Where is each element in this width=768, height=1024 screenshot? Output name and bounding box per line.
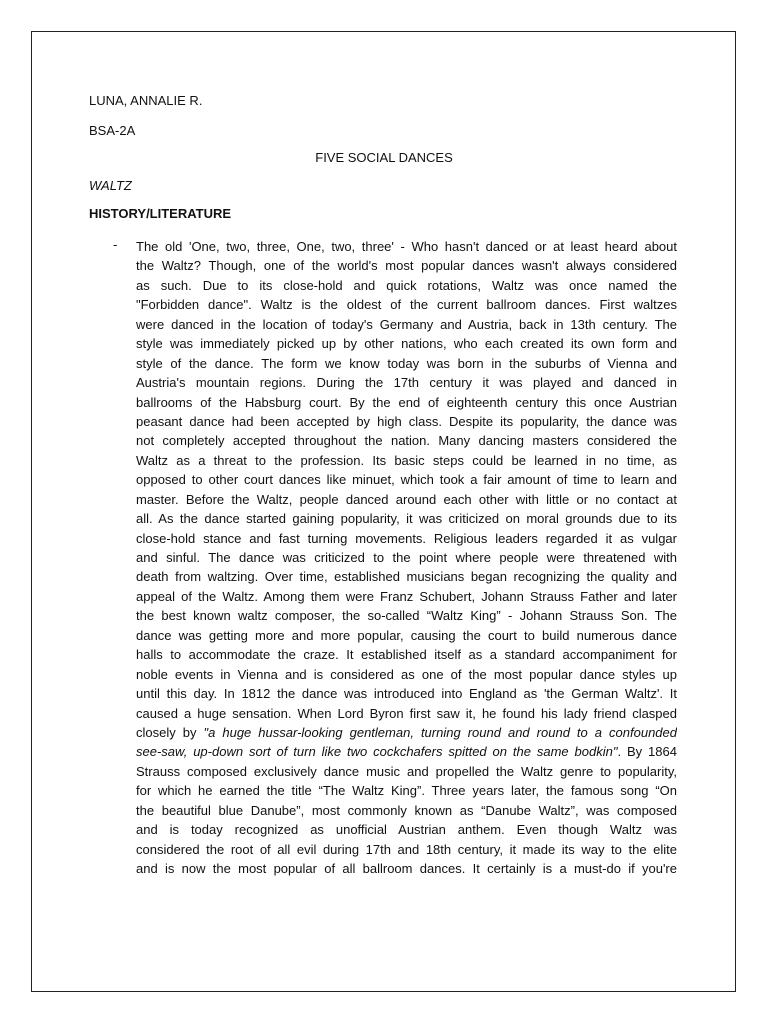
paragraph-line: considered the root of all evil during 17th and 18th century, it made its way to the elite xyxy=(136,841,677,857)
paragraph-line: and sinful. The dance was criticized to the point where people were threatened with xyxy=(136,550,677,565)
paragraph-line: as such. Due to its close-hold and quick rotations, Waltz was once named the xyxy=(136,277,677,293)
byron-quote-part1: "a huge hussar-looking gentleman, turning round and round to a confounded xyxy=(203,724,677,740)
paragraph-line: peasant dance had been accepted by high class. Despite its popularity, the dance was xyxy=(136,413,677,429)
quote-lead-in: closely by xyxy=(136,724,204,740)
list-bullet: - xyxy=(113,237,118,252)
paragraph-line: caused a huge sensation. When Lord Byron first saw it, he found his lady friend clasped xyxy=(136,705,677,721)
paragraph-line: The old 'One, two, three, One, two, three' - Who hasn't danced or at least heard about xyxy=(136,239,677,254)
paragraph-line: all. As the dance started gaining popularity, it was criticized on moral grounds due to its xyxy=(136,511,677,527)
paragraph-line: until this day. In 1812 the dance was introduced into England as 'the German Waltz'. It xyxy=(136,686,677,702)
paragraph-line-with-quote xyxy=(136,742,677,761)
paragraph-line: the beautiful blue Danube”, most commonly known as “Danube Waltz”, was composed xyxy=(136,802,677,818)
class-section: BSA-2A xyxy=(89,123,136,138)
paragraph-line: the Waltz? Though, one of the world's most popular dances wasn't always considered xyxy=(136,258,677,274)
byron-quote-part2: see-saw, up-down sort of turn like two cockchafers spitted on the same bodkin" xyxy=(136,744,618,760)
paragraph-line: close-hold stance and fast turning movements. Religious leaders regarded it as vulgar xyxy=(136,530,677,546)
paragraph-line: ballrooms of the Habsburg court. By the end of eighteenth century this once Austrian xyxy=(136,394,677,410)
paragraph-line: and is now the most popular of all ballroom dances. It certainly is a must-do if you're xyxy=(136,861,677,876)
paragraph-line: opposed to other court dances like minuet, which took a fair amount of time to learn and xyxy=(136,472,677,488)
dance-name: WALTZ xyxy=(89,178,132,193)
paragraph-line: halls to accommodate the craze. It established itself as a standard accompaniment for xyxy=(136,647,677,663)
paragraph-line: for which he earned the title “The Waltz King”. Three years later, the famous song “On xyxy=(136,783,677,799)
paragraph-line: master. Before the Waltz, people danced around each other with little or no contact at xyxy=(136,491,677,507)
history-paragraph xyxy=(136,237,677,878)
paragraph-line: not completely accepted throughout the nation. Many dancing masters considered the xyxy=(136,433,677,449)
paragraph-line: style of the dance. The form we know today was born in the suburbs of Vienna and xyxy=(136,355,677,371)
paragraph-line: Waltz as a threat to the profession. Its basic steps could be learned in no time, as xyxy=(136,452,677,468)
paragraph-line: Austria's mountain regions. During the 17th century it was played and danced in xyxy=(136,375,677,391)
paragraph-line: death from waltzing. Over time, established musicians began recognizing the quality and xyxy=(136,569,677,585)
paragraph-line-with-quote xyxy=(136,723,677,742)
paragraph-line: were danced in the location of today's Germany and Austria, back in 13th century. The xyxy=(136,316,677,332)
paragraph-line: noble events in Vienna and is considered as one of the most popular dance styles up xyxy=(136,666,677,682)
author-name: LUNA, ANNALIE R. xyxy=(89,93,203,108)
document-title: FIVE SOCIAL DANCES xyxy=(315,150,453,165)
paragraph-line: and is today recognized as unofficial Austrian anthem. Even though Waltz was xyxy=(136,822,677,838)
paragraph-line: appeal of the Waltz. Among them were Franz Schubert, Johann Strauss Father and later xyxy=(136,588,677,604)
section-heading: HISTORY/LITERATURE xyxy=(89,206,232,221)
paragraph-line: the best known waltz composer, the so-called “Waltz King” - Johann Strauss Son. The xyxy=(136,608,677,624)
quote-follow-up: . By 1864 xyxy=(617,744,677,760)
paragraph-line: dance was getting more and more popular, causing the court to build numerous dance xyxy=(136,627,677,643)
paragraph-line: Strauss composed exclusively dance music and propelled the Waltz genre to popularity, xyxy=(136,763,677,779)
paragraph-line: style was immediately picked up by other nations, who each created its own form and xyxy=(136,336,677,352)
paragraph-line: "Forbidden dance". Waltz is the oldest of the current ballroom dances. First waltzes xyxy=(136,297,677,313)
